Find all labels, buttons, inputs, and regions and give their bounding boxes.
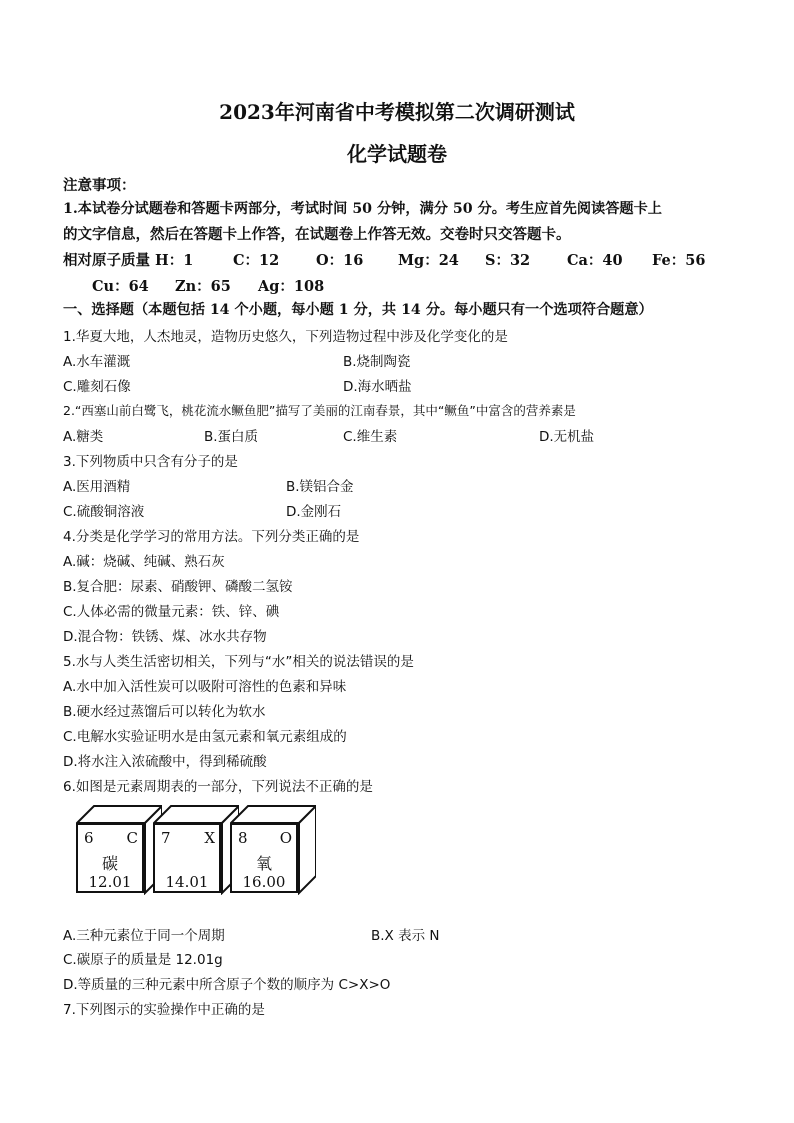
question-2-option-d: D.无机盐 [539,429,595,445]
question-4-option-b: B.复合肥：尿素、硝酸钾、磷酸二氢铵 [63,579,293,595]
element-symbol: C [126,829,138,847]
atomic-mass-3: O：16 [316,252,364,269]
question-4-stem: 4.分类是化学学习的常用方法。下列分类正确的是 [63,529,360,545]
question-6-stem: 6.如图是元素周期表的一部分，下列说法不正确的是 [63,779,373,795]
question-2-option-c: C.维生素 [343,429,398,445]
element-number: 7 [161,829,171,847]
element-mass: 12.01 [88,873,132,891]
question-7-stem: 7.下列图示的实验操作中正确的是 [63,1002,265,1018]
element-name: 氧 [255,854,272,873]
notes-line-1: 1.本试卷分试题卷和答题卡两部分，考试时间 50 分钟，满分 50 分。考生应首先阅读答题卡上 [63,201,662,217]
atomic-mass-1: 相对原子质量 H：1 [63,252,194,269]
question-2-option-a: A.糖类 [63,429,104,445]
question-5-option-d: D.将水注入浓硫酸中，得到稀硫酸 [63,754,267,770]
question-3-option-b: B.镁铝合金 [286,479,354,495]
question-2-stem: 2.“西塞山前白鹭飞，桃花流水鳜鱼肥”描写了美丽的江南春景，其中“鳜鱼”中富含的营养素是 [63,403,576,418]
atomic-mass-4: Mg：24 [398,252,459,269]
question-1-stem: 1.华夏大地，人杰地灵，造物历史悠久，下列造物过程中涉及化学变化的是 [63,329,508,345]
atomic-mass-8: Cu：64 [92,278,149,295]
question-5-stem: 5.水与人类生活密切相关，下列与“水”相关的说法错误的是 [63,654,414,670]
question-1-option-c: C.雕刻石像 [63,379,131,395]
notes-line-2: 的文字信息，然后在答题卡上作答，在试题卷上作答无效。交卷时只交答题卡。 [63,226,571,243]
question-4-option-a: A.碱：烧碱、纯碱、熟石灰 [63,554,225,570]
element-mass: 14.01 [165,873,209,891]
element-name: 碳 [101,854,118,873]
section-heading: 一、选择题（本题包括 14 个小题，每小题 1 分，共 14 分。每小题只有一个选项符合题意） [63,302,653,318]
question-5-option-c: C.电解水实验证明水是由氢元素和氧元素组成的 [63,729,347,745]
exam-subtitle: 化学试题卷 [347,142,447,166]
question-1-option-d: D.海水晒盐 [343,379,412,395]
question-5-option-b: B.硬水经过蒸馏后可以转化为软水 [63,704,266,720]
question-3-option-a: A.医用酒精 [63,479,131,495]
element-symbol: O [279,829,292,847]
atomic-mass-10: Ag：108 [258,278,325,295]
question-3-stem: 3.下列物质中只含有分子的是 [63,454,238,470]
question-6-option-a: A.三种元素位于同一个周期 [63,928,225,944]
element-number: 8 [238,829,248,847]
question-6-option-b: B.X 表示 N [371,928,440,944]
question-3-option-c: C.硫酸铜溶液 [63,504,145,520]
question-1-option-b: B.烧制陶瓷 [343,354,411,370]
notes-heading: 注意事项： [63,177,136,194]
question-6-option-d: D.等质量的三种元素中所含原子个数的顺序为 C>X>O [63,977,391,993]
atomic-mass-6: Ca：40 [567,252,623,269]
question-4-option-d: D.混合物：铁锈、煤、冰水共存物 [63,629,267,645]
question-1-option-a: A.水车灌溉 [63,354,131,370]
element-mass: 16.00 [242,873,286,891]
question-5-option-a: A.水中加入活性炭可以吸附可溶性的色素和异味 [63,679,347,695]
question-6-option-c: C.碳原子的质量是 12.01g [63,952,223,968]
element-number: 6 [84,829,94,847]
question-3-option-d: D.金刚石 [286,504,342,520]
element-symbol: X [204,829,215,847]
atomic-mass-2: C：12 [233,252,280,269]
atomic-mass-5: S：32 [485,252,531,269]
atomic-mass-9: Zn：65 [175,278,231,295]
periodic-table-figure [76,805,336,905]
question-4-option-c: C.人体必需的微量元素：铁、锌、碘 [63,604,280,620]
atomic-mass-7: Fe：56 [652,252,706,269]
question-2-option-b: B.蛋白质 [204,429,259,445]
exam-title: 2023年河南省中考模拟第二次调研测试 [219,100,575,124]
